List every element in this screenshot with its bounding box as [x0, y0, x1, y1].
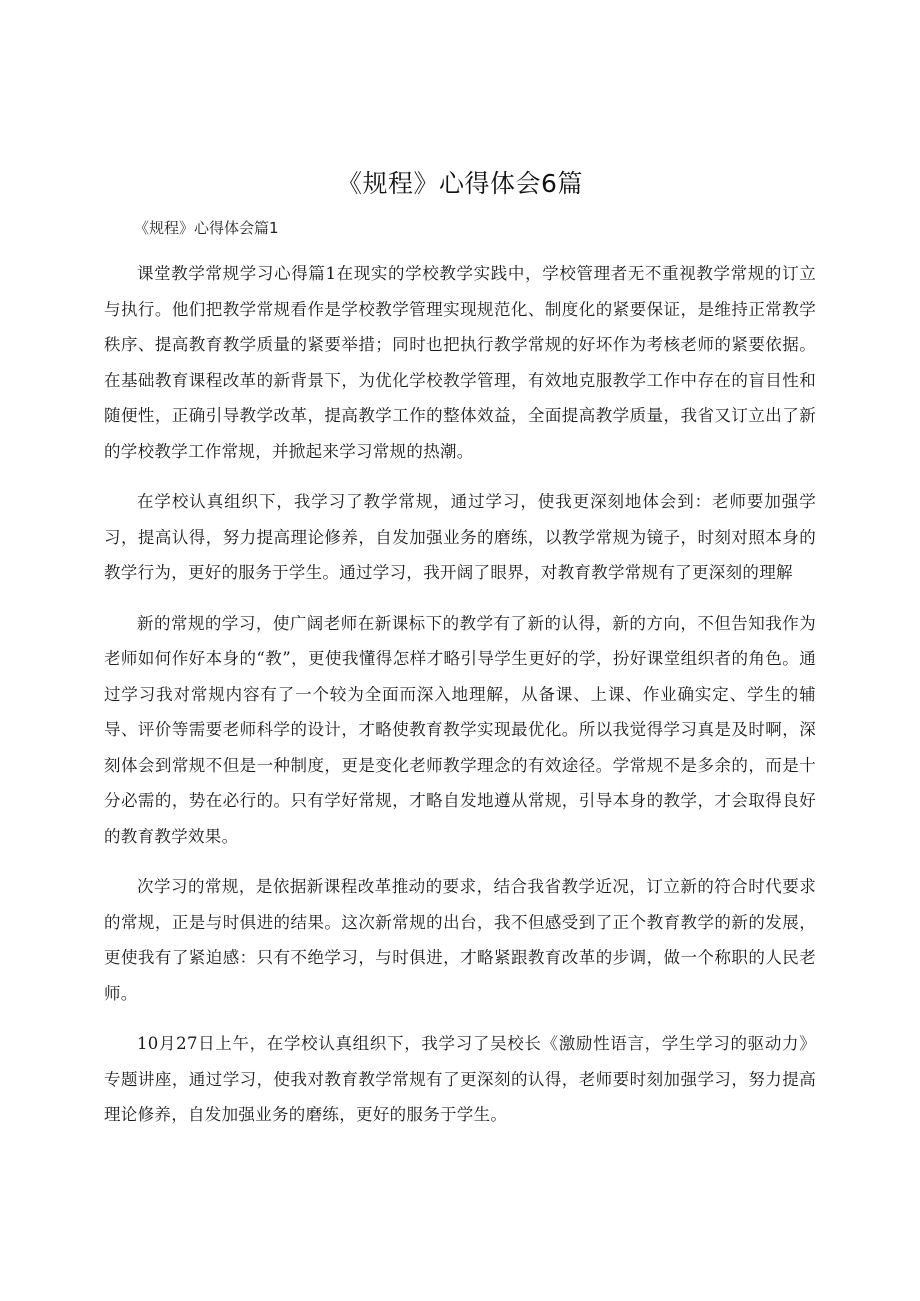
- paragraph-3: 新的常规的学习，使广阔老师在新课标下的教学有了新的认得，新的方向，不但告知我作为老师如何作好本身的“教”，更使我懂得怎样才略引导学生更好的学，扮好课堂组织者的角色。通过学习我对常规内容有了一个较为全面而深入地理解，从备课、上课、作业确实定、学生的辅导、评价等需要老师科学的设计，才略使教育教学实现最优化。所以我觉得学习真是及时啊，深刻体会到常规不但是一种制度，更是变化老师教学理念的有效途径。学常规不是多余的，而是十分必需的，势在必行的。只有学好常规，才略自发地遵从常规，引导本身的教学，才会取得良好的教育教学效果。: [104, 613, 816, 846]
- section-heading: 《规程》心得体会篇1: [134, 219, 279, 237]
- paragraph-5: 10月27日上午，在学校认真组织下，我学习了吴校长《激励性语言，学生学习的驱动力》专题讲座，通过学习，使我对教育教学常规有了更深刻的认得，老师要时刻加强学习，努力提高理论修养，自发加强业务的磨练，更好的服务于学生。: [104, 1034, 816, 1124]
- paragraph-4: 次学习的常规，是依据新课程改革推动的要求，结合我省教学近况，订立新的符合时代要求的常规，正是与时俱进的结果。这次新常规的出台，我不但感受到了正个教育教学的新的发展，更使我有了紧迫感：只有不绝学习，与时俱进，才略紧跟教育改革的步调，做一个称职的人民老师。: [104, 877, 816, 1003]
- paragraph-2: 在学校认真组织下，我学习了教学常规，通过学习，使我更深刻地体会到：老师要加强学习，提高认得，努力提高理论修养，自发加强业务的磨练，以教学常规为镜子，时刻对照本身的教学行为，更好的服务于学生。通过学习，我开阔了眼界，对教育教学常规有了更深刻的理解: [104, 492, 816, 582]
- paragraph-1: 课堂教学常规学习心得篇1在现实的学校教学实践中，学校管理者无不重视教学常规的订立与执行。他们把教学常规看作是学校教学管理实现规范化、制度化的紧要保证，是维持正常教学秩序、提高教育教学质量的紧要举措；同时也把执行教学常规的好坏作为考核老师的紧要依据。在基础教育课程改革的新背景下，为优化学校教学管理，有效地克服教学工作中存在的盲目性和随便性，正确引导教学改革，提高教学工作的整体效益，全面提高教学质量，我省又订立出了新的学校教学工作常规，并掀起来学习常规的热潮。: [104, 264, 816, 461]
- document-title: 《规程》心得体会6篇: [337, 169, 583, 198]
